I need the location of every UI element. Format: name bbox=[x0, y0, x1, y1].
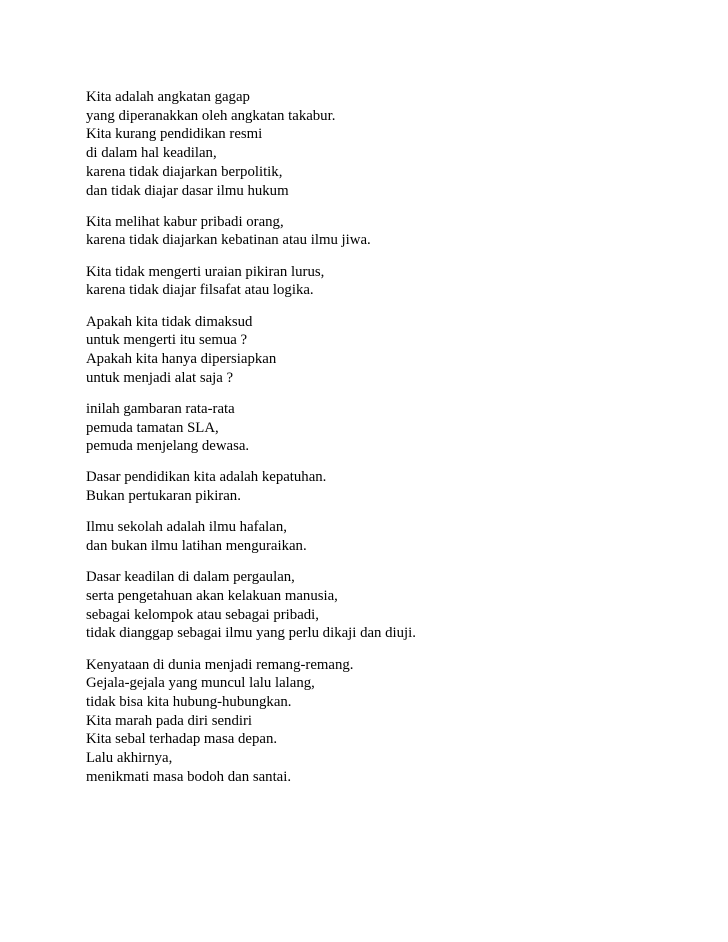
poem-line: Ilmu sekolah adalah ilmu hafalan, bbox=[86, 519, 287, 536]
stanza-4 bbox=[86, 313, 416, 388]
poem-line: karena tidak diajarkan berpolitik, bbox=[86, 163, 283, 180]
stanza-5 bbox=[86, 400, 416, 456]
poem-line: Gejala-gejala yang muncul lalu lalang, bbox=[86, 675, 315, 692]
poem-line: serta pengetahuan akan kelakuan manusia, bbox=[86, 587, 338, 604]
stanza-1 bbox=[86, 88, 416, 200]
poem-line: tidak bisa kita hubung-hubungkan. bbox=[86, 693, 292, 710]
stanza-6 bbox=[86, 468, 416, 505]
poem-line: Kita marah pada diri sendiri bbox=[86, 712, 252, 729]
poem-line: pemuda menjelang dewasa. bbox=[86, 438, 250, 455]
poem-line: Lalu akhirnya, bbox=[86, 750, 173, 767]
poem-line: Kita adalah angkatan gagap bbox=[86, 89, 250, 105]
poem-line: Kita tidak mengerti uraian pikiran lurus, bbox=[86, 263, 325, 280]
poem-line: dan tidak diajar dasar ilmu hukum bbox=[86, 182, 289, 199]
poem-line: karena tidak diajarkan kebatinan atau ilmu jiwa. bbox=[86, 232, 371, 249]
stanza-3 bbox=[86, 263, 416, 300]
poem-line: pemuda tamatan SLA, bbox=[86, 419, 219, 436]
poem-line: sebagai kelompok atau sebagai pribadi, bbox=[86, 606, 319, 623]
poem-line: Apakah kita tidak dimaksud bbox=[86, 313, 253, 330]
stanza-8 bbox=[86, 568, 416, 643]
poem-line: Bukan pertukaran pikiran. bbox=[86, 488, 241, 505]
stanza-2 bbox=[86, 213, 416, 250]
poem-body bbox=[86, 88, 416, 799]
poem-line: yang diperanakkan oleh angkatan takabur. bbox=[86, 107, 336, 124]
poem-line: di dalam hal keadilan, bbox=[86, 145, 217, 162]
poem-line: tidak dianggap sebagai ilmu yang perlu dikaji dan diuji. bbox=[86, 625, 416, 642]
poem-line: untuk menjadi alat saja ? bbox=[86, 369, 234, 386]
poem-line: Dasar pendidikan kita adalah kepatuhan. bbox=[86, 469, 327, 486]
poem-line: Dasar keadilan di dalam pergaulan, bbox=[86, 569, 295, 586]
poem-line: Kita sebal terhadap masa depan. bbox=[86, 731, 278, 748]
poem-line: inilah gambaran rata-rata bbox=[86, 400, 235, 417]
poem-line: menikmati masa bodoh dan santai. bbox=[86, 768, 292, 785]
poem-line: untuk mengerti itu semua ? bbox=[86, 332, 248, 349]
poem-line: Kenyataan di dunia menjadi remang-remang. bbox=[86, 656, 354, 673]
poem-line: karena tidak diajar filsafat atau logika. bbox=[86, 282, 314, 299]
poem-line: Kita melihat kabur pribadi orang, bbox=[86, 213, 284, 230]
poem-line: dan bukan ilmu latihan menguraikan. bbox=[86, 538, 307, 555]
stanza-9 bbox=[86, 656, 416, 787]
poem-line: Apakah kita hanya dipersiapkan bbox=[86, 350, 277, 367]
stanza-7 bbox=[86, 518, 416, 555]
poem-line: Kita kurang pendidikan resmi bbox=[86, 126, 263, 143]
